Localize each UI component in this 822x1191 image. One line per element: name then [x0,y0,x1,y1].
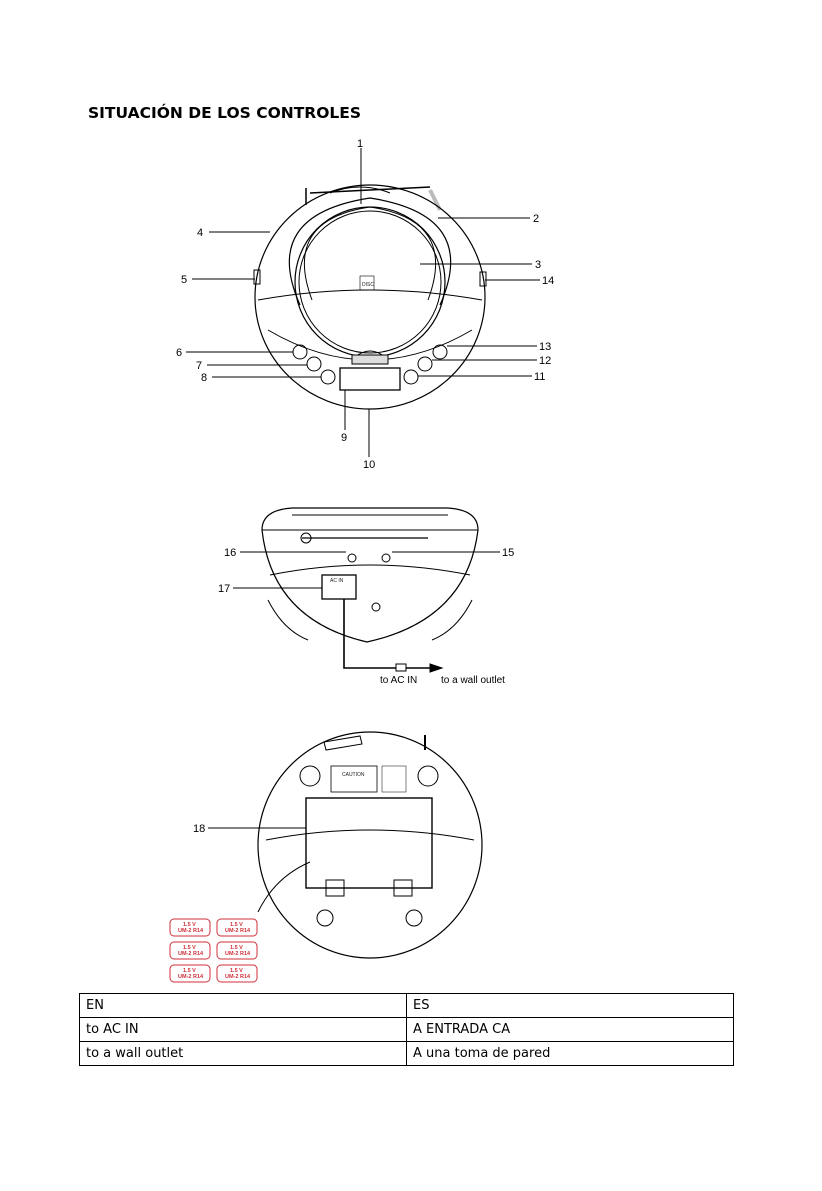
table-cell: A una toma de pared [407,1042,734,1066]
callout-11: 11 [534,371,546,383]
control-button-11[interactable] [404,370,418,384]
control-button-6[interactable] [293,345,307,359]
callout-13: 13 [539,341,552,353]
control-button-7[interactable] [307,357,321,371]
cd-logo: DISC [362,282,374,288]
svg-text:UM-2 R14: UM-2 R14 [225,974,251,980]
control-button-8[interactable] [321,370,335,384]
table-header-cell: ES [407,994,734,1018]
callout-7: 7 [196,360,203,372]
front-view [186,148,540,457]
battery-compartment-cover[interactable] [306,798,432,888]
callout-1: 1 [357,138,364,150]
svg-text:1.5 V: 1.5 V [183,968,196,974]
translation-table [79,993,734,1066]
battery-text [178,922,251,980]
callout-5: 5 [181,274,188,286]
lcd-display [340,368,400,390]
callout-3: 3 [535,259,542,271]
callout-14: 14 [542,275,555,287]
control-button-13[interactable] [433,345,447,359]
callout-9: 9 [341,432,348,444]
svg-text:UM-2 R14: UM-2 R14 [178,928,204,934]
callout-4: 4 [197,227,204,239]
svg-text:1.5 V: 1.5 V [183,945,196,951]
svg-text:UM-2 R14: UM-2 R14 [225,951,251,957]
caution-label [331,766,377,792]
svg-text:1.5 V: 1.5 V [230,945,243,951]
caption-ac-in: to AC IN [380,675,418,686]
control-button-12[interactable] [418,357,432,371]
table-cell: A ENTRADA CA [407,1018,734,1042]
svg-text:1.5 V: 1.5 V [183,922,196,928]
bottom-view [170,732,482,982]
callout-10: 10 [363,459,376,471]
caution-text: CAUTION [342,772,365,778]
table-row [80,1042,734,1066]
callout-6: 6 [176,347,183,359]
table-header-cell: EN [80,994,407,1018]
svg-text:1.5 V: 1.5 V [230,968,243,974]
callout-8: 8 [201,372,208,384]
section-heading: SITUACIÓN DE LOS CONTROLES [88,104,362,122]
callout-15: 15 [502,547,515,559]
aux-jack-15 [382,554,390,562]
table-cell: to AC IN [80,1018,407,1042]
aux-jack-16 [348,554,356,562]
callout-2: 2 [533,213,540,225]
callout-16: 16 [224,547,237,559]
table-row [80,1018,734,1042]
callout-17: 17 [218,583,231,595]
callout-12: 12 [539,355,552,367]
callout-numbers [176,138,554,835]
svg-text:UM-2 R14: UM-2 R14 [178,974,204,980]
svg-text:1.5 V: 1.5 V [230,922,243,928]
ac-socket-label: AC IN [330,578,344,584]
svg-text:UM-2 R14: UM-2 R14 [178,951,204,957]
table-cell: to a wall outlet [80,1042,407,1066]
callout-18: 18 [193,823,206,835]
svg-text:UM-2 R14: UM-2 R14 [225,928,251,934]
caption-wall-outlet: to a wall outlet [441,675,505,686]
back-view [233,508,500,672]
table-header-row [80,994,734,1018]
